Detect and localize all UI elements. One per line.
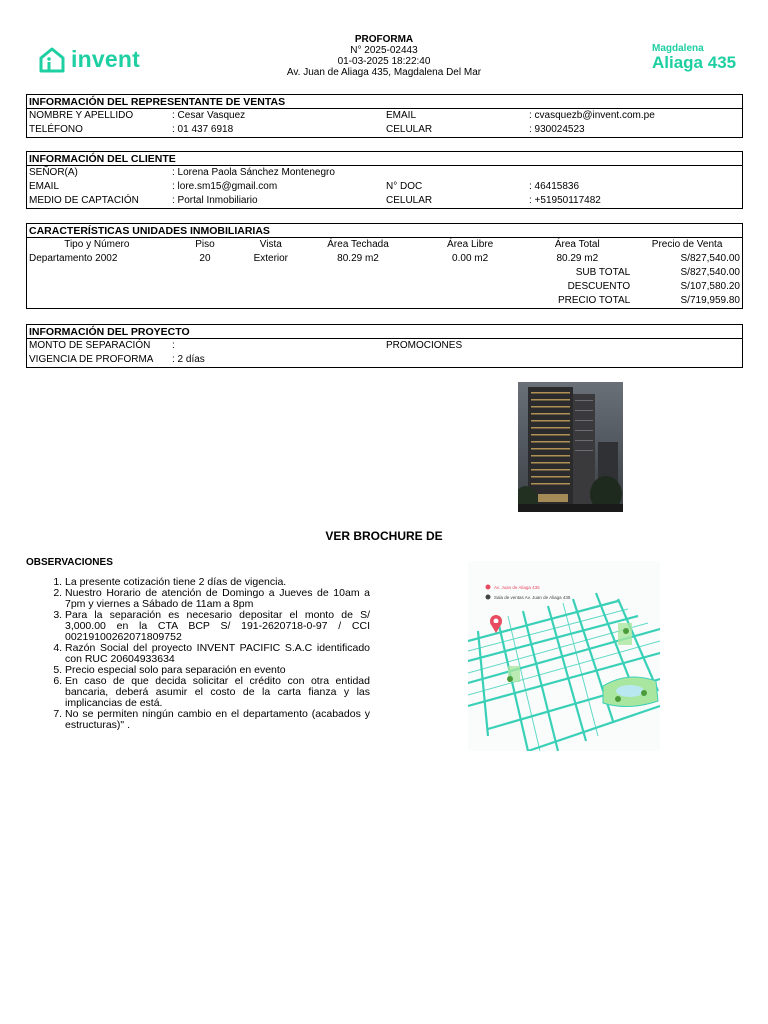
- col-header-total-area: Área Total: [554, 239, 600, 250]
- validity-label: VIGENCIA DE PROFORMA: [29, 354, 154, 365]
- separation-value: :: [172, 340, 175, 351]
- invent-logo: [38, 46, 140, 73]
- client-row-1: [27, 166, 742, 180]
- client-channel-label: MEDIO DE CAPTACIÓN: [29, 195, 139, 206]
- cell-covered-area: 80.29 m2: [337, 253, 379, 264]
- sales-rep-row-1: [27, 109, 742, 123]
- cell-total-area: 80.29 m2: [556, 253, 599, 264]
- col-header-free-area: Área Libre: [447, 239, 494, 250]
- document-number: N° 2025-02443: [350, 45, 418, 56]
- total-row: [27, 294, 742, 308]
- cell-view: Exterior: [253, 253, 289, 264]
- sales-rep-title: INFORMACIÓN DEL REPRESENTANTE DE VENTAS: [27, 95, 742, 109]
- observation-item: 2. Nuestro Horario de atención de Domingo a Jueves de 10am a 7pm y viernes a Sábado de 11am a 8pm: [65, 588, 370, 610]
- rep-email-label: EMAIL: [386, 110, 417, 121]
- client-name-label: SEÑOR(A): [29, 167, 78, 178]
- building-photo: [518, 382, 623, 512]
- rep-name-value: : Cesar Vasquez: [172, 110, 246, 121]
- col-header-view: Vista: [259, 239, 282, 250]
- project-brand-small: Magdalena: [652, 43, 704, 54]
- cell-price: S/827,540.00: [680, 253, 740, 264]
- discount-label: DESCUENTO: [567, 281, 631, 292]
- client-doc-label: N° DOC: [386, 181, 423, 192]
- project-brand: [652, 43, 736, 71]
- observation-item: 4. Razón Social del proyecto INVENT PACIFIC S.A.C identificado con RUC 20604933634: [65, 643, 370, 665]
- project-section: [26, 324, 743, 368]
- units-title: CARACTERÍSTICAS UNIDADES INMOBILIARIAS: [27, 224, 742, 238]
- observation-item: 5. Precio especial solo para separación en evento: [65, 665, 370, 676]
- separation-label: MONTO DE SEPARACIÓN: [29, 340, 151, 351]
- document-datetime: 01-03-2025 18:22:40: [337, 56, 431, 67]
- rep-cell-value: : 930024523: [529, 124, 585, 135]
- col-header-type: Tipo y Número: [64, 239, 130, 250]
- client-section: [26, 151, 743, 209]
- discount-value: S/107,580.20: [680, 281, 740, 292]
- subtotal-value: S/827,540.00: [680, 267, 740, 278]
- logo-text: invent: [71, 46, 140, 72]
- client-row-2: [27, 180, 742, 194]
- client-channel-value: : Portal Inmobiliario: [172, 195, 258, 206]
- project-title: INFORMACIÓN DEL PROYECTO: [27, 325, 742, 339]
- rep-cell-label: CELULAR: [386, 124, 433, 135]
- discount-row: [27, 280, 742, 294]
- document-header: [264, 34, 504, 78]
- promotions-label: PROMOCIONES: [386, 340, 463, 351]
- observation-item: 7. No se permiten ningún cambio en el departamento (acabados y estructuras)" .: [65, 709, 370, 731]
- observation-item: 1. La presente cotización tiene 2 días de vigencia.: [65, 577, 370, 588]
- sales-rep-section: [26, 94, 743, 138]
- project-row-2: [27, 353, 742, 367]
- project-row-1: [27, 339, 742, 353]
- client-email-label: EMAIL: [29, 181, 60, 192]
- units-header-row: [27, 238, 742, 252]
- client-name-value: : Lorena Paola Sánchez Montenegro: [172, 167, 335, 178]
- rep-phone-label: TELÉFONO: [29, 124, 83, 135]
- map-legend-2: Sala de ventas Av. Juan de Aliaga 435: [494, 595, 571, 600]
- col-header-covered-area: Área Techada: [327, 239, 389, 250]
- total-label: PRECIO TOTAL: [557, 295, 631, 306]
- cell-type: Departamento 2002: [29, 253, 118, 264]
- validity-value: : 2 días: [172, 354, 205, 365]
- rep-email-value[interactable]: : cvasquezb@invent.com.pe: [529, 110, 655, 121]
- cell-free-area: 0.00 m2: [452, 253, 489, 264]
- client-email-value[interactable]: : lore.sm15@gmail.com: [172, 181, 278, 192]
- client-cell-label: CELULAR: [386, 195, 433, 206]
- observation-item: 6. En caso de que decida solicitar el crédito con otra entidad bancaria, deberá asumir el costo de la carta fianza y las implicancias de está.: [65, 676, 370, 709]
- document-title: PROFORMA: [354, 34, 414, 45]
- observations-list: [65, 577, 370, 731]
- units-section: [26, 223, 743, 309]
- rep-name-label: NOMBRE Y APELLIDO: [29, 110, 134, 121]
- sales-rep-row-2: [27, 123, 742, 137]
- subtotal-row: [27, 266, 742, 280]
- location-map: [468, 561, 660, 751]
- units-table: [27, 238, 742, 308]
- client-cell-value: : +51950117482: [529, 195, 601, 206]
- col-header-price: Precio de Venta: [651, 239, 723, 250]
- total-value: S/719,959.80: [680, 295, 740, 306]
- col-header-floor: Piso: [195, 239, 215, 250]
- subtotal-label: SUB TOTAL: [575, 267, 631, 278]
- document-address: Av. Juan de Aliaga 435, Magdalena Del Mar: [286, 67, 482, 78]
- table-row: [27, 252, 742, 266]
- cell-floor: 20: [199, 253, 211, 264]
- client-title: INFORMACIÓN DEL CLIENTE: [27, 152, 742, 166]
- observations-title: OBSERVACIONES: [26, 557, 113, 568]
- house-logo-icon: [38, 47, 66, 73]
- project-brand-big: Aliaga 435: [652, 53, 737, 72]
- map-legend-1: Av. Juan de Aliaga 435: [494, 585, 540, 590]
- client-doc-value: : 46415836: [529, 181, 580, 192]
- observation-item: 3. Para la separación es necesario depositar el monto de S/ 3,000.00 en la CTA BCP S/ 191-2620718-0-97 / CCI 00219100262071809752: [65, 610, 370, 643]
- brochure-link[interactable]: VER BROCHURE DE: [325, 529, 443, 543]
- client-row-3: [27, 194, 742, 208]
- rep-phone-value: : 01 437 6918: [172, 124, 234, 135]
